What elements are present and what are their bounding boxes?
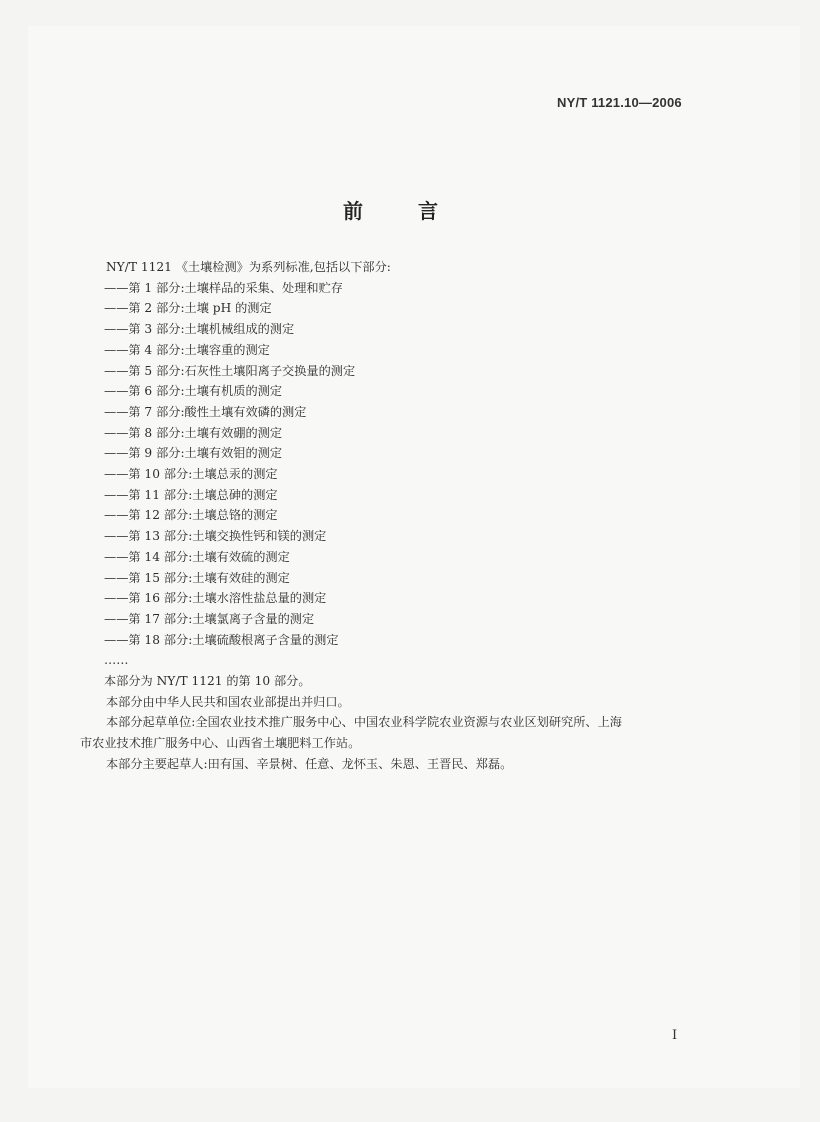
intro-paragraph: NY/T 1121 《土壤检测》为系列标准,包括以下部分: (106, 260, 391, 274)
list-item: ——第 12 部分:土壤总铬的测定 (104, 508, 278, 523)
list-item: ——第 6 部分:土壤有机质的测定 (104, 384, 283, 399)
drafting-units-continuation: 市农业技术推广服务中心、山西省土壤肥料工作站。 (80, 736, 361, 751)
drafters-statement: 本部分主要起草人:田有国、辛景树、任意、龙怀玉、朱恩、王晋民、郑磊。 (106, 756, 513, 771)
list-item: ——第 2 部分:土壤 pH 的测定 (104, 301, 272, 316)
list-item: ——第 18 部分:土壤硫酸根离子含量的测定 (104, 632, 339, 647)
list-item: ——第 13 部分:土壤交换性钙和镁的测定 (104, 529, 327, 544)
page-number: I (672, 1028, 678, 1043)
list-item: ——第 8 部分:土壤有效硼的测定 (104, 425, 283, 440)
parts-list (104, 278, 704, 651)
list-item: ——第 14 部分:土壤有效硫的测定 (104, 549, 290, 564)
list-item: ——第 11 部分:土壤总砷的测定 (104, 487, 278, 502)
list-item: ——第 15 部分:土壤有效硅的测定 (104, 570, 290, 585)
list-item: ——第 7 部分:酸性土壤有效磷的测定 (104, 404, 307, 419)
list-item: ——第 17 部分:土壤氯离子含量的测定 (104, 611, 315, 626)
drafting-units-statement: 本部分起草单位:全国农业技术推广服务中心、中国农业科学院农业资源与农业区划研究所、上海 (106, 715, 622, 730)
foreword-body (80, 257, 704, 775)
ellipsis: …… (104, 653, 129, 668)
page-title-char-2: 言 (418, 199, 438, 223)
list-item: ——第 1 部分:土壤样品的采集、处理和贮存 (104, 280, 343, 295)
list-item: ——第 9 部分:土壤有效钼的测定 (104, 446, 283, 461)
list-item: ——第 10 部分:土壤总汞的测定 (104, 467, 278, 482)
list-item: ——第 3 部分:土壤机械组成的测定 (104, 322, 295, 337)
page-title-char-1: 前 (343, 199, 363, 223)
list-item: ——第 4 部分:土壤容重的测定 (104, 342, 270, 357)
standard-number: NY/T 1121.10—2006 (557, 95, 682, 110)
list-item: ——第 16 部分:土壤水溶性盐总量的测定 (104, 591, 327, 606)
proposed-by-statement: 本部分由中华人民共和国农业部提出并归口。 (106, 694, 350, 709)
list-item: ——第 5 部分:石灰性土壤阳离子交换量的测定 (104, 363, 356, 378)
page-title (343, 195, 438, 224)
part-of-statement: 本部分为 NY/T 1121 的第 10 部分。 (104, 674, 311, 689)
